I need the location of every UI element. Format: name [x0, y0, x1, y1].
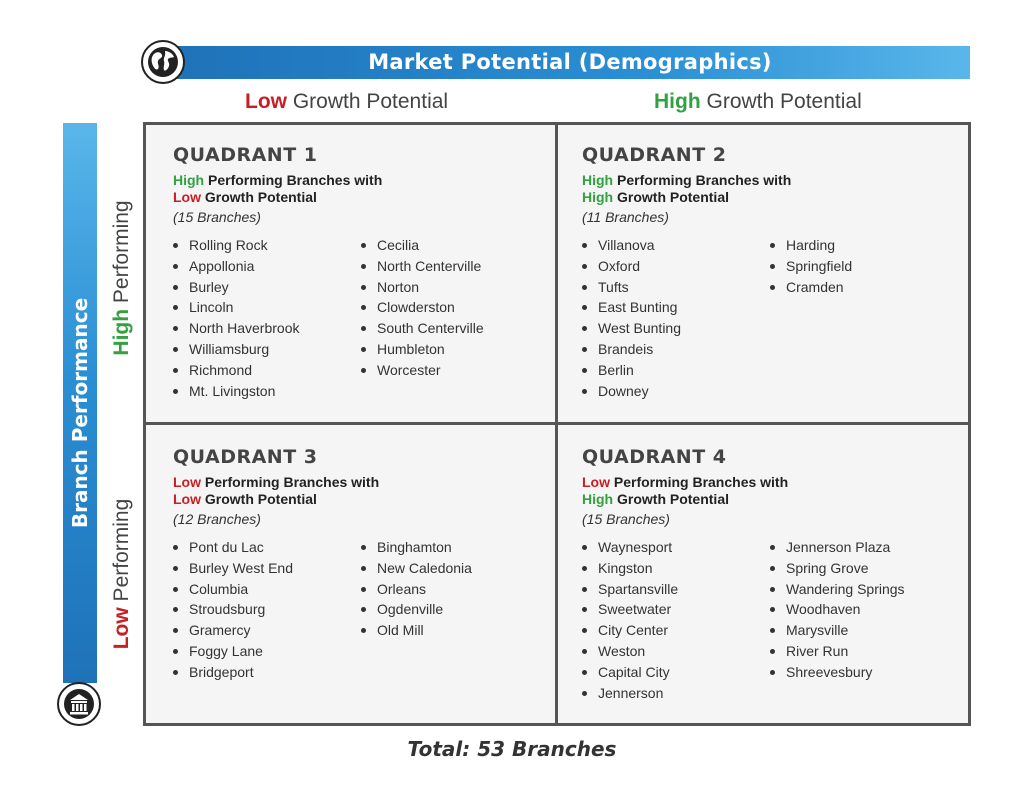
branch-list-col2 [770, 537, 905, 683]
branch-performance-title: Branch Performance [68, 297, 92, 529]
branch-item: Appollonia [173, 256, 300, 277]
branch-count: (12 Branches) [173, 511, 261, 527]
growth-text: Growth Potential [613, 189, 729, 205]
branch-item: New Caledonia [361, 558, 472, 579]
branch-count: (11 Branches) [582, 209, 669, 225]
growth-text: Growth Potential [201, 491, 317, 507]
branch-count: (15 Branches) [582, 511, 670, 527]
branch-list-col1 [173, 235, 300, 401]
bank-icon [57, 682, 101, 726]
branch-item: Capital City [582, 662, 678, 683]
branch-item: Stroudsburg [173, 599, 293, 620]
branch-list-col1 [582, 235, 681, 401]
growth-level: High [582, 189, 614, 205]
branch-item: Norton [361, 277, 484, 298]
row-header-high-performing [110, 200, 134, 355]
branch-item: Cramden [770, 277, 852, 298]
branch-item: Bridgeport [173, 662, 293, 683]
high-growth-label: Growth Potential [700, 90, 862, 113]
high-performing-label: Performing [110, 200, 133, 309]
branch-count: (15 Branches) [173, 209, 261, 225]
branch-item: Burley [173, 277, 300, 298]
branch-list-col1 [582, 537, 678, 703]
branch-item: Kingston [582, 558, 678, 579]
low-growth-level: Low [245, 90, 287, 113]
quadrant-title: QUADRANT 1 [173, 144, 318, 166]
growth-level: Low [173, 491, 201, 507]
branch-item: Mt. Livingston [173, 381, 300, 402]
branch-list-col1 [173, 537, 293, 683]
quadrant-subtitle [173, 474, 543, 508]
quadrant-title: QUADRANT 4 [582, 446, 727, 468]
branch-item: Ogdenville [361, 599, 472, 620]
branch-item: Tufts [582, 277, 681, 298]
performance-text: Performing Branches with [201, 474, 380, 490]
branch-item: Oxford [582, 256, 681, 277]
branch-item: River Run [770, 641, 905, 662]
low-growth-label: Growth Potential [287, 90, 449, 113]
grid-horizontal-divider [143, 422, 971, 425]
branch-item: Marysville [770, 620, 905, 641]
market-potential-header [170, 46, 970, 79]
growth-level: Low [173, 189, 201, 205]
branch-item: North Haverbrook [173, 318, 300, 339]
branch-item: Shreevesbury [770, 662, 905, 683]
branch-item: Old Mill [361, 620, 472, 641]
branch-item: Jennerson [582, 683, 678, 704]
high-performing-level: High [110, 308, 133, 356]
branch-list-col2 [361, 235, 484, 381]
branch-item: Humbleton [361, 339, 484, 360]
branch-item: Villanova [582, 235, 681, 256]
low-performing-label: Performing [110, 498, 133, 608]
low-performing-level: Low [110, 607, 133, 650]
globe-icon [141, 40, 185, 84]
quadrant-4 [582, 446, 952, 701]
performance-text: Performing Branches with [610, 474, 789, 490]
performance-level: Low [173, 474, 201, 490]
quadrant-1 [173, 144, 543, 399]
branch-item: Berlin [582, 360, 681, 381]
branch-item: Williamsburg [173, 339, 300, 360]
branch-item: West Bunting [582, 318, 681, 339]
branch-item: Gramercy [173, 620, 293, 641]
branch-item: South Centerville [361, 318, 484, 339]
branch-item: Spring Grove [770, 558, 905, 579]
row-header-low-performing [110, 499, 134, 650]
column-header-low-growth [245, 90, 448, 114]
branch-item: Sweetwater [582, 599, 678, 620]
branch-item: Lincoln [173, 297, 300, 318]
branch-item: Harding [770, 235, 852, 256]
branch-item: Columbia [173, 579, 293, 600]
branch-item: East Bunting [582, 297, 681, 318]
performance-level: Low [582, 474, 610, 490]
quadrant-title: QUADRANT 2 [582, 144, 727, 166]
quadrant-3 [173, 446, 543, 680]
market-potential-title: Market Potential (Demographics) [368, 50, 772, 74]
branch-item: Burley West End [173, 558, 293, 579]
branch-item: Pont du Lac [173, 537, 293, 558]
branch-item: Weston [582, 641, 678, 662]
quadrant-title: QUADRANT 3 [173, 446, 318, 468]
quadrant-2 [582, 144, 952, 399]
branch-item: Worcester [361, 360, 484, 381]
performance-level: High [582, 172, 614, 188]
branch-list-col2 [770, 235, 852, 297]
branch-item: Richmond [173, 360, 300, 381]
branch-item: City Center [582, 620, 678, 641]
branch-item: Cecilia [361, 235, 484, 256]
branch-item: Clowderston [361, 297, 484, 318]
growth-text: Growth Potential [613, 491, 729, 507]
high-growth-level: High [654, 90, 701, 113]
total-branches: Total: 53 Branches [407, 737, 617, 761]
performance-level: High [173, 172, 205, 188]
branch-item: North Centerville [361, 256, 484, 277]
branch-item: Downey [582, 381, 681, 402]
branch-item: Orleans [361, 579, 472, 600]
growth-level: High [582, 491, 614, 507]
branch-item: Springfield [770, 256, 852, 277]
branch-item: Woodhaven [770, 599, 905, 620]
branch-item: Rolling Rock [173, 235, 300, 256]
performance-text: Performing Branches with [204, 172, 383, 188]
branch-item: Waynesport [582, 537, 678, 558]
branch-list-col2 [361, 537, 472, 641]
branch-item: Foggy Lane [173, 641, 293, 662]
column-header-high-growth [654, 90, 862, 114]
branch-item: Binghamton [361, 537, 472, 558]
branch-item: Jennerson Plaza [770, 537, 905, 558]
quadrant-subtitle [582, 474, 952, 508]
branch-item: Wandering Springs [770, 579, 905, 600]
performance-text: Performing Branches with [613, 172, 792, 188]
quadrant-subtitle [582, 172, 952, 206]
growth-text: Growth Potential [201, 189, 317, 205]
branch-item: Brandeis [582, 339, 681, 360]
branch-item: Spartansville [582, 579, 678, 600]
quadrant-subtitle [173, 172, 543, 206]
